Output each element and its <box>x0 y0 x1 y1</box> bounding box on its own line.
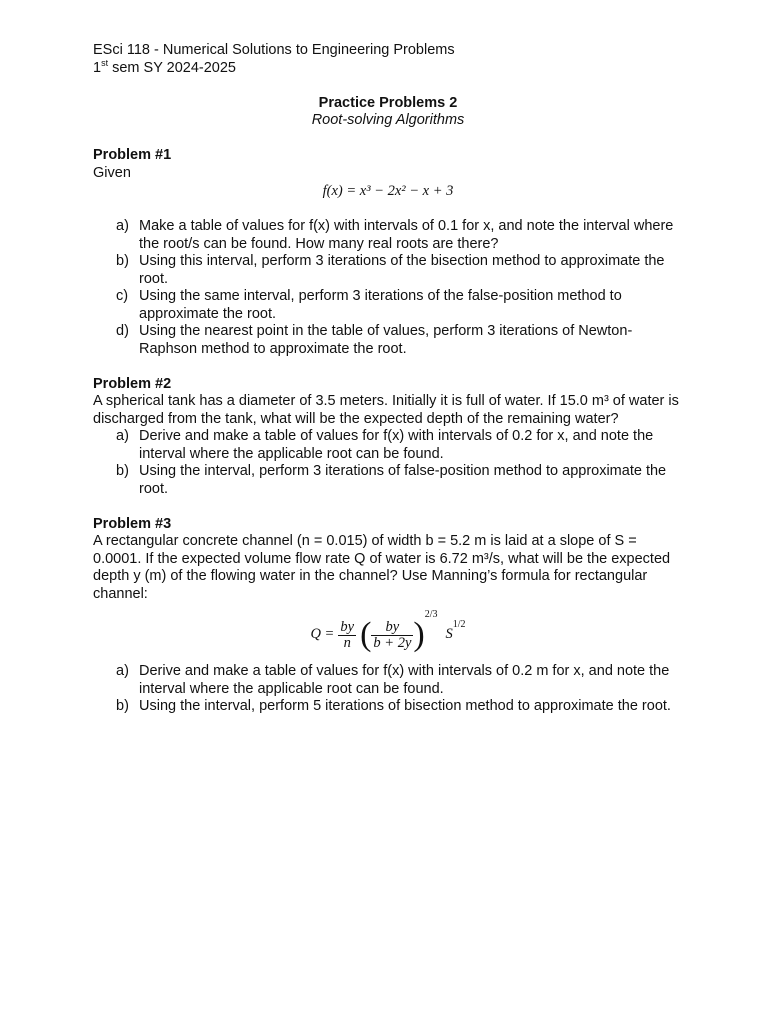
problem-3-heading: Problem #3 <box>93 515 172 532</box>
semester-line <box>93 57 683 78</box>
formula-exponent-2: 1/2 <box>452 619 466 630</box>
problem-1-list <box>93 218 683 358</box>
document-page <box>93 42 683 716</box>
manning-formula <box>93 606 683 654</box>
list-item: b) Using the interval, perform 5 iterations of bisection method to approximate the root. <box>116 698 671 714</box>
right-paren: ) <box>413 616 425 654</box>
problem-1-heading: Problem #1 <box>93 147 172 163</box>
problem-1-given: Given <box>93 164 131 181</box>
list-item: b) Using this interval, perform 3 iterations of the bisection method to approximate the root. <box>116 253 665 287</box>
formula-fraction-1: $\frac{by}{n}$ <box>340 618 355 651</box>
document-title: Practice Problems 2 <box>318 94 458 111</box>
problem-2-heading: Problem #2 <box>93 375 172 392</box>
list-item: d) Using the nearest point in the table of values, perform 3 iterations of Newton-Raphson method to approximate the root. <box>116 323 633 357</box>
course-title: ESci 118 - Numerical Solutions to Engineering Problems <box>93 42 455 58</box>
semester-rest: sem SY 2024-2025 <box>108 59 236 76</box>
semester-suffix: st <box>101 57 109 68</box>
list-item: c) Using the same interval, perform 3 iterations of the false-position method to approximate the root. <box>116 288 622 322</box>
problem-2-statement: A spherical tank has a diameter of 3.5 meters. Initially it is full of water. If 15.0 m³ of water is discharged from the tank, what will be the expected depth of the remaining water? <box>93 393 679 427</box>
problem-3-list <box>93 663 683 716</box>
list-item: a) Derive and make a table of values for f(x) with intervals of 0.2 m for x, and note the interval where the applicable root can be found. <box>116 663 670 697</box>
formula-exponent-1: 2/3 <box>424 609 438 620</box>
formula-fraction-2: $\frac{by}{b + 2y}$ <box>373 618 412 651</box>
left-paren: ( <box>360 616 372 654</box>
problem-3-statement: A rectangular concrete channel (n = 0.015) of width b = 5.2 m is laid at a slope of S = 0.0001. If the expected volume flow rate Q of water is 6.72 m³/s, what will be the expected depth y (m) of the flowing water in the channel? Use Manning’s formula for rectangular channel: <box>93 533 671 602</box>
document-subtitle: Root-solving Algorithms <box>311 112 465 128</box>
list-item: b) Using the interval, perform 3 iterations of false-position method to approximate the root. <box>116 463 667 497</box>
formula-s: S <box>445 626 453 643</box>
problem-1-equation: f(x) = x³ − 2x² − x + 3 <box>322 183 454 199</box>
list-item: a) Make a table of values for f(x) with intervals of 0.1 for x, and note the interval where the root/s can be found. How many real roots are there? <box>116 218 674 252</box>
formula-lhs: Q = <box>310 626 335 643</box>
semester-number: 1 <box>93 59 102 76</box>
problem-2-list <box>93 428 683 498</box>
list-item: a) Derive and make a table of values for f(x) with intervals of 0.2 for x, and note the interval where the applicable root can be found. <box>116 428 654 462</box>
